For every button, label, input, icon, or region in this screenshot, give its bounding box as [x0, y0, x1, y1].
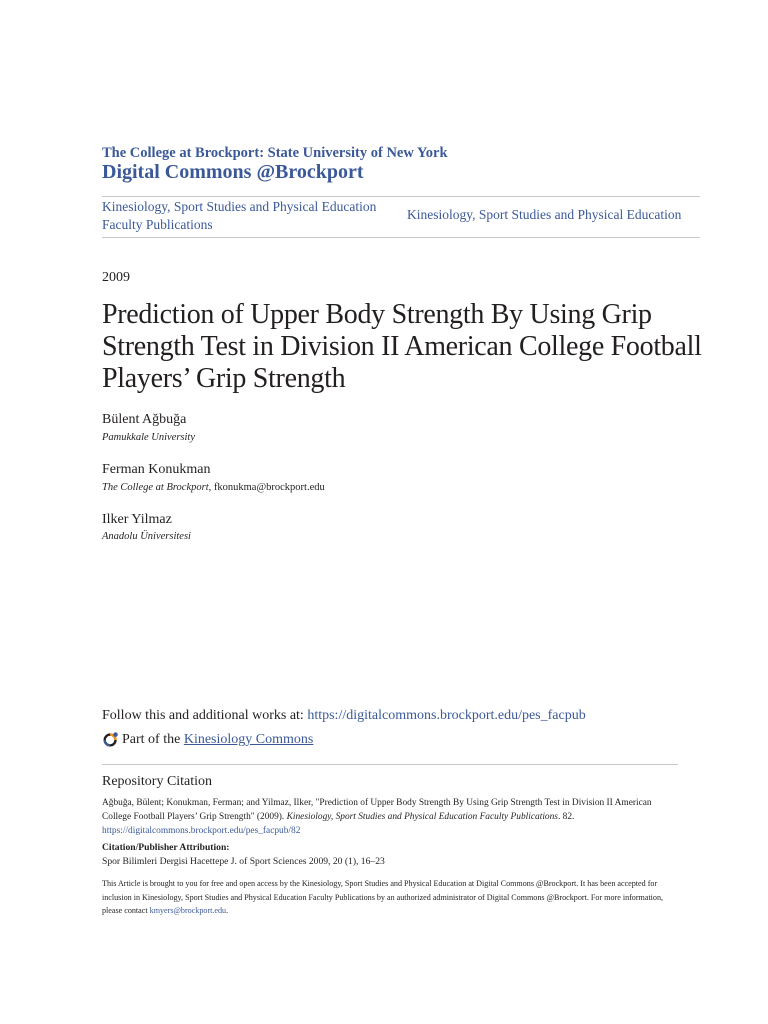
author-affiliation	[102, 482, 325, 493]
commons-network-icon	[102, 731, 120, 749]
open-access-notice	[102, 877, 682, 918]
notice-end: .	[226, 906, 229, 915]
notice-text: This Article is brought to you for free and open access by the Kinesiology, Sport Studies and Physical Education at Digital Commons @Brockport. It has been accepted for inclusion in Kinesiology, Sport Studies and Physical Education Faculty Publications by an authorized administrator of Digital Commons @Brockport. For more information, please contact	[102, 879, 664, 915]
follow-label: Follow this and additional works at:	[102, 708, 308, 723]
part-of-line	[102, 731, 313, 749]
repository-citation-heading: Repository Citation	[102, 774, 213, 789]
author-affiliation	[102, 531, 191, 542]
citation-series: Kinesiology, Sport Studies and Physical Education Faculty Publications	[286, 812, 558, 822]
author-affiliation	[102, 432, 195, 443]
affiliation-name: The College at Brockport	[102, 482, 209, 493]
author-name: Ilker Yilmaz	[102, 512, 172, 527]
repository-link[interactable]: Digital Commons @Brockport	[102, 161, 364, 183]
part-of-label: Part of the	[122, 732, 181, 747]
follow-line	[102, 708, 586, 724]
article-title: Prediction of Upper Body Strength By Using Grip Strength Test in Division II American College Football Players’ Grip Strength	[102, 299, 702, 394]
author-name: Ferman Konukman	[102, 462, 211, 477]
header-divider-bottom	[102, 237, 700, 238]
affiliation-name: Pamukkale University	[102, 432, 196, 443]
kinesiology-commons-link[interactable]: Kinesiology Commons	[183, 732, 314, 747]
attribution-text: Spor Bilimleri Dergisi Hacettepe J. of Sport Sciences 2009, 20 (1), 16–23	[102, 856, 385, 867]
institution-link[interactable]: The College at Brockport: State University of New York	[102, 145, 448, 161]
header-divider-top	[102, 196, 700, 197]
series-link-faculty-publications[interactable]: Kinesiology, Sport Studies and Physical Education Faculty Publications	[102, 199, 377, 232]
author-email[interactable]: , fkonukma@brockport.edu	[208, 482, 325, 493]
publication-year: 2009	[102, 270, 130, 285]
citation-divider	[102, 764, 678, 765]
citation-number: . 82.	[557, 812, 575, 822]
citation-url-link[interactable]: https://digitalcommons.brockport.edu/pes_facpub/82	[102, 826, 301, 836]
series-link-department[interactable]: Kinesiology, Sport Studies and Physical Education	[407, 207, 682, 222]
repository-citation-text	[102, 796, 682, 838]
attribution-heading: Citation/Publisher Attribution:	[102, 842, 230, 853]
author-name: Bülent Ağbuğa	[102, 412, 187, 427]
citation-body: Ağbuğa, Bülent; Konukman, Ferman; and Yilmaz, Ilker, "Prediction of Upper Body Strength By Using Grip Strength Test in Division II American College Football Players’ Grip Strength" (2009).	[102, 798, 652, 822]
contact-email-link[interactable]: kmyers@brockport.edu	[149, 906, 227, 915]
collection-url-link[interactable]: https://digitalcommons.brockport.edu/pes_facpub	[307, 708, 586, 723]
affiliation-name: Anadolu Üniversitesi	[102, 531, 191, 542]
